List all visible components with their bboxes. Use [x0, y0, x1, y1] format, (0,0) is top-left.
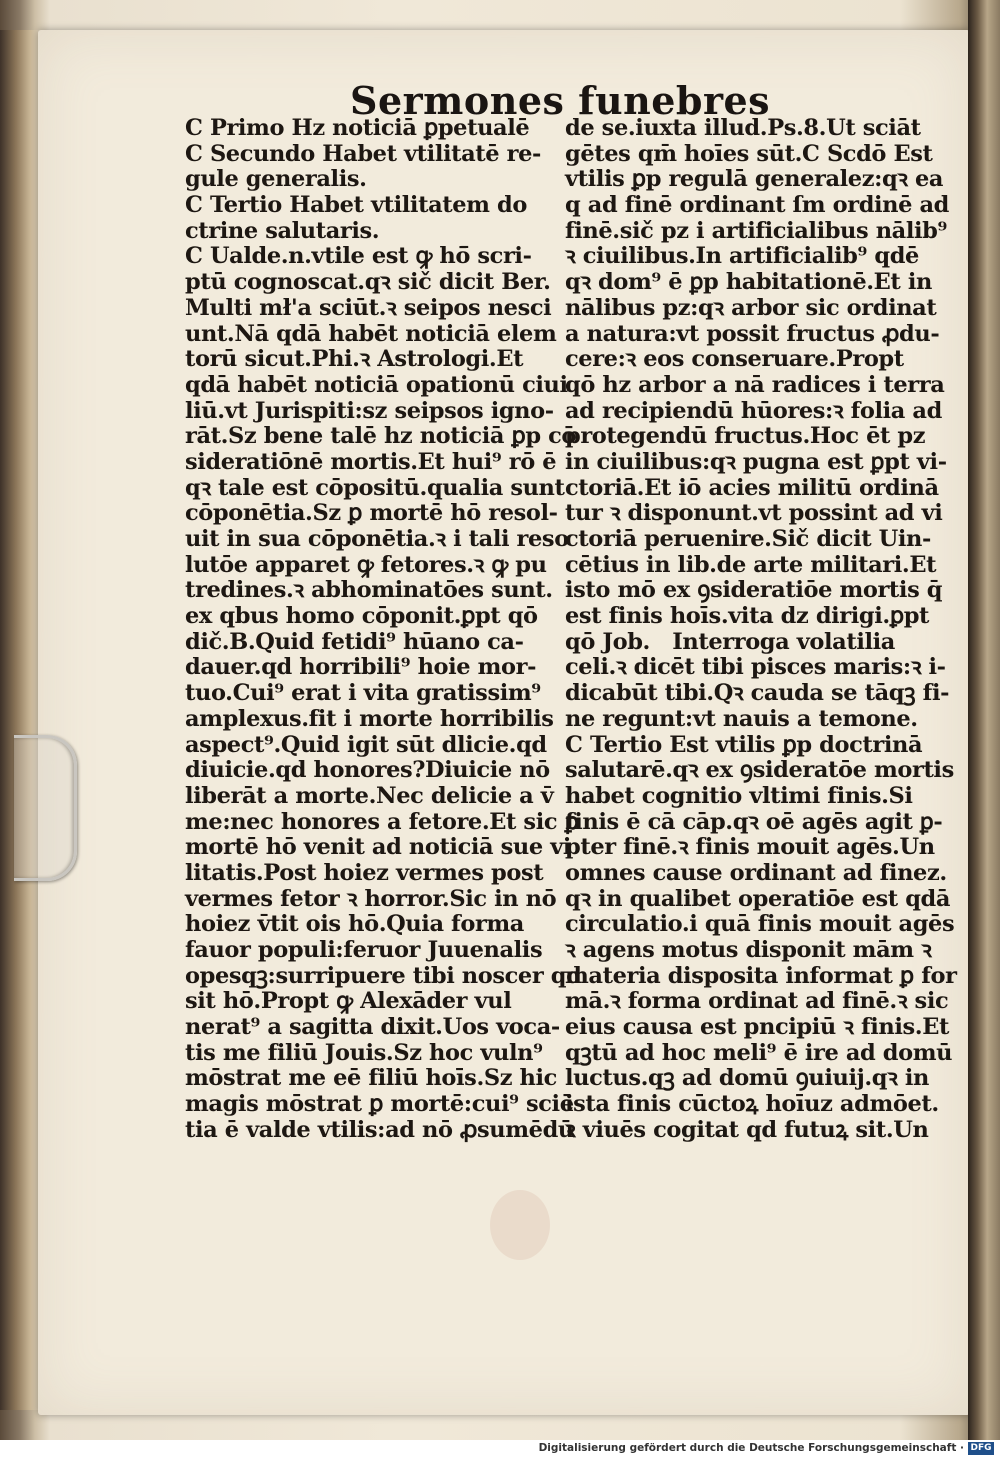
text-line: ptū cognoscat.qꝛ sič dicit Ber. [185, 269, 551, 296]
text-line: vermes fetor ꝛ horror.Sic in nō [185, 885, 557, 912]
text-line: me:nec honores a fetore.Et sic ꝑ [185, 808, 579, 835]
text-line: qꝫtū ad hoc meli⁹ ē ire ad domū [565, 1039, 953, 1066]
text-line: tis me filiū Jouis.Sz hoc vuln⁹ [185, 1039, 543, 1066]
text-line: celi.ꝛ dicēt tibi pisces maris:ꝛ i- [565, 654, 946, 681]
text-line: vtilis ꝑp regulā generalez:qꝛ ea [565, 166, 944, 193]
text-line: opesqꝫ:surripuere tibi noscer qd [185, 962, 582, 989]
text-line: a natura:vt possit fructus ꝓdu- [565, 320, 940, 347]
text-line: qꝛ in qualibet operatiōe est qdā [565, 885, 951, 912]
text-line: liberāt a morte.Nec delicie a v̄ [185, 782, 554, 809]
text-line: ne regunt:vt nauis a temone. [565, 705, 918, 732]
text-line: torū sicut.Phi.ꝛ Astrologi.Et [185, 346, 524, 373]
text-line: fauor populi:feruor Juuenalis [185, 937, 543, 963]
left-text-column [185, 115, 582, 1144]
text-line: tuo.Cui⁹ erat i vita gratissim⁹ [185, 680, 541, 707]
text-line: liū.vt Jurispiti:sz seipsos igno- [185, 397, 554, 424]
text-line: ctoriā.Et iō acies militū ordinā [565, 474, 939, 501]
text-line: lutōe apparet ꝙ fetores.ꝛ ꝙ pu [185, 551, 547, 578]
right-text-column [565, 115, 957, 1144]
dfg-logo: DFG [968, 1442, 994, 1455]
text-line: litatis.Post hoiez vermes post [185, 859, 544, 886]
text-line: qō Job. Interroga volatilia [565, 628, 895, 655]
text-line: tia ē valde vtilis:ad nō ꝓsumēdū [185, 1116, 574, 1143]
text-line: magis mōstrat ꝑ mortē:cui⁹ sciē [185, 1091, 574, 1118]
text-line: ꝛ ciuilibus.In artificialib⁹ qdē [565, 243, 919, 270]
footer-credit: Digitalisierung gefördert durch die Deutsche Forschungsgemeinschaft · [538, 1442, 964, 1454]
text-line: tredines.ꝛ abhominatōes sunt. [185, 577, 553, 604]
text-line: ꝛ viuēs cogitat qd futuꝝ sit.Un [565, 1116, 929, 1143]
text-line: rāt.Sz bene talē hz noticiā ꝑp cō [185, 423, 577, 450]
text-line: finis ē cā cāp.qꝛ oē agēs agit ꝑ- [565, 808, 943, 835]
text-line: aspect⁹.Quid igit sūt dlicie.qd [185, 731, 547, 758]
text-line: habet cognitio vltimi finis.Si [565, 782, 913, 809]
text-line: qō hz arbor a nā radices i terra [565, 371, 945, 398]
text-line: qdā habēt noticiā opationū ciui [185, 371, 568, 398]
text-line: cētius in lib.de arte militari.Et [565, 551, 937, 578]
text-line: luctus.qꝫ ad domū ꝯuiuij.qꝛ in [565, 1065, 929, 1092]
page-clip [14, 735, 77, 881]
text-line: q ad finē ordinant ſm ordinē ad [565, 192, 949, 219]
text-line: qꝛ dom⁹ ē ꝑp habitationē.Et in [565, 269, 932, 296]
text-line: C Primo Hz noticiā ꝑpetualē [185, 115, 530, 141]
text-line: mortē hō venit ad noticiā sue vi [185, 834, 572, 861]
text-line: salutarē.qꝛ ex ꝯsideratōe mortis [565, 757, 954, 784]
text-line: ad recipiendū hūores:ꝛ folia ad [565, 397, 942, 424]
text-line: dicabūt tibi.Qꝛ cauda se tāqꝫ fi- [565, 680, 950, 707]
text-line: ctoriā peruenire.Sič dicit Uin- [565, 526, 931, 552]
text-line: mā.ꝛ forma ordinat ad finē.ꝛ sic [565, 988, 949, 1015]
text-line: C Tertio Habet vtilitatem do [185, 192, 527, 219]
text-line: Multi mł'a sciūt.ꝛ seipos nesci [185, 294, 552, 321]
text-line: dauer.qd horribili⁹ hoie mor- [185, 654, 537, 681]
text-line: sideratiōnē mortis.Et hui⁹ rō ē [185, 448, 557, 475]
text-line: qꝛ tale est cōpositū.qualia sunt [185, 474, 565, 501]
text-line: ꝛ agens motus disponit mām ꝛ [565, 937, 932, 963]
facing-page-strip [968, 0, 1000, 1440]
text-line: tur ꝛ disponunt.vt possint ad vi [565, 500, 943, 527]
text-line: unt.Nā qdā habēt noticiā elem [185, 320, 557, 347]
text-line: C Secundo Habet vtilitatē re- [185, 140, 541, 167]
text-line: isto mō ex ꝯsideratiōe mortis q̄ [565, 577, 943, 604]
text-line: uit in sua cōponētia.ꝛ i tali reso [185, 526, 569, 552]
text-line: circulatio.i quā finis mouit agēs [565, 911, 955, 938]
page-stain [490, 1190, 550, 1260]
text-line: nālibus pz:qꝛ arbor sic ordinat [565, 294, 937, 321]
text-line: omnes cause ordinant ad finez. [565, 859, 947, 886]
text-line: dič.B.Quid fetidi⁹ hūano ca- [185, 628, 524, 655]
text-line: est finis hoīs.vita dz dirigi.ꝑpt [565, 603, 930, 630]
text-line: eius causa est pncipiū ꝛ finis.Et [565, 1014, 949, 1041]
text-line: de se.iuxta illud.Ps.8.Ut sciāt [565, 115, 921, 141]
text-line: hoiez v̄tit ois hō.Quia forma [185, 911, 524, 938]
text-line: materia disposita informat ꝑ for [565, 962, 957, 989]
text-line: amplexus.fit i morte horribilis [185, 705, 554, 732]
book-spine-edge [0, 30, 40, 1410]
text-line: gule generalis. [185, 166, 367, 193]
text-line: sit hō.Propt ꝙ Alexāder vul [185, 988, 512, 1015]
text-line: cere:ꝛ eos conseruare.Propt [565, 346, 904, 373]
text-line: ex qbus homo cōponit.ꝑpt qō [185, 603, 538, 630]
text-line: nerat⁹ a sagitta dixit.Uos voca- [185, 1014, 560, 1041]
text-line: in ciuilibus:qꝛ pugna est ꝑpt vi- [565, 448, 947, 475]
text-line: C Ualde.n.vtile est ꝙ hō̄ scri- [185, 243, 532, 270]
text-line: pter finē.ꝛ finis mouit agēs.Un [565, 834, 935, 861]
text-line: mōstrat me eē filiū hoīs.Sz hic [185, 1065, 557, 1092]
running-header: Sermones funebres [350, 78, 771, 123]
text-line: ctrine salutaris. [185, 217, 380, 244]
text-line: cōponētia.Sz ꝑ mortē hō resol- [185, 500, 558, 527]
text-line: diuicie.qd honores?Diuicie nō [185, 757, 550, 784]
text-line: protegendū fructus.Hoc ēt pz [565, 423, 926, 450]
text-line: finē.sič pz i artificialibus nālib⁹ [565, 217, 947, 244]
text-line: ista finis cūctoꝝ hoīuz admōet. [565, 1091, 939, 1118]
text-line: C Tertio Est vtilis ꝑp doctrinā [565, 731, 923, 758]
text-line: gētes qm̄ hoīes sūt.C Scdō Est [565, 140, 933, 167]
